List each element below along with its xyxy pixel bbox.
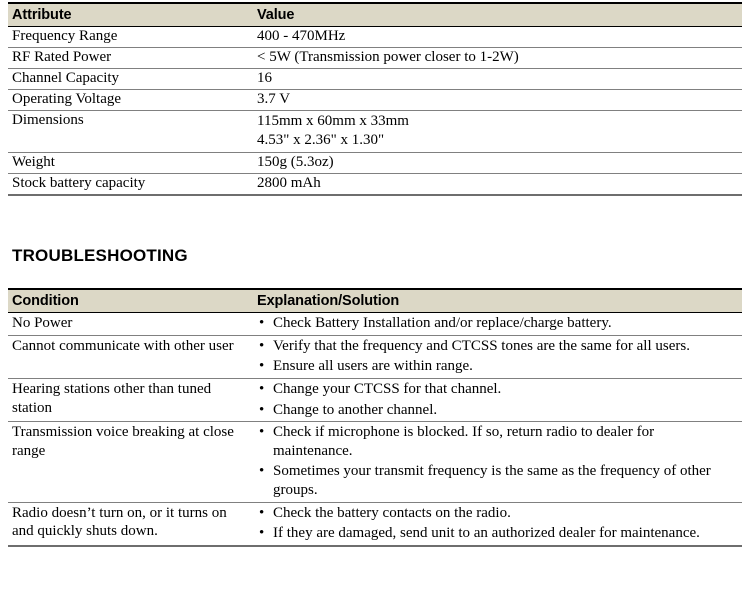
list-item-label: Sometimes your transmit frequency is the same as the frequency of other groups. [273, 463, 711, 498]
bullet-icon: • [259, 525, 265, 542]
list-item [257, 524, 736, 543]
spec-value-cell: < 5W (Transmission power closer to 1-2W) [253, 48, 742, 69]
dimensions-imperial: 4.53" x 2.36" x 1.30" [257, 132, 385, 149]
table-row [8, 48, 742, 69]
spec-value-cell: 400 - 470MHz [253, 27, 742, 48]
table-row [8, 111, 742, 153]
solution-list [257, 504, 736, 543]
condition-cell: Hearing stations other than tuned station [8, 379, 253, 422]
bullet-icon: • [259, 315, 265, 332]
troubleshooting-table-header [8, 289, 742, 313]
list-item-label: Check Battery Installation and/or replace/charge battery. [273, 315, 612, 332]
troubleshooting-table [8, 288, 742, 547]
solution-list [257, 337, 736, 376]
table-row [8, 153, 742, 174]
list-item-label: Ensure all users are within range. [273, 358, 473, 375]
solution-cell [253, 335, 742, 378]
spec-attribute-cell: Frequency Range [8, 27, 253, 48]
table-header-row [8, 289, 742, 313]
bullet-icon: • [259, 504, 265, 521]
list-item-label: Check the battery contacts on the radio. [273, 504, 511, 521]
list-item [257, 462, 736, 499]
list-item [257, 314, 736, 333]
spec-value-cell: 150g (5.3oz) [253, 153, 742, 174]
spec-attribute-cell: Weight [8, 153, 253, 174]
solution-list [257, 380, 736, 419]
table-row [8, 422, 742, 502]
spec-attribute-cell: RF Rated Power [8, 48, 253, 69]
table-row [8, 69, 742, 90]
condition-cell: No Power [8, 313, 253, 336]
bullet-icon: • [259, 463, 265, 480]
table-row [8, 502, 742, 546]
table-row [8, 174, 742, 196]
column-header-condition: Condition [8, 289, 253, 313]
troubleshooting-table-body [8, 313, 742, 546]
list-item [257, 423, 736, 460]
spec-value-cell: 2800 mAh [253, 174, 742, 196]
spec-attribute-cell: Stock battery capacity [8, 174, 253, 196]
bullet-icon: • [259, 358, 265, 375]
column-header-value: Value [253, 3, 742, 27]
list-item [257, 380, 736, 399]
table-row [8, 379, 742, 422]
table-row [8, 313, 742, 336]
list-item [257, 337, 736, 356]
bullet-icon: • [259, 337, 265, 354]
solution-cell [253, 502, 742, 546]
specifications-table-header [8, 3, 742, 27]
list-item [257, 357, 736, 376]
list-item-label: Verify that the frequency and CTCSS tones are the same for all users. [273, 337, 690, 354]
solution-cell [253, 422, 742, 502]
list-item [257, 504, 736, 523]
condition-cell: Cannot communicate with other user [8, 335, 253, 378]
condition-cell: Radio doesn’t turn on, or it turns on and quickly shuts down. [8, 502, 253, 546]
list-item-label: If they are damaged, send unit to an authorized dealer for maintenance. [273, 525, 700, 542]
solution-list [257, 423, 736, 499]
spec-value-cell: 3.7 V [253, 90, 742, 111]
troubleshooting-section-title: TROUBLESHOOTING [12, 246, 188, 265]
solution-list [257, 314, 736, 333]
column-header-explanation: Explanation/Solution [253, 289, 742, 313]
bullet-icon: • [259, 424, 265, 441]
table-row [8, 335, 742, 378]
solution-cell [253, 379, 742, 422]
specifications-table-body [8, 27, 742, 195]
bullet-icon: • [259, 381, 265, 398]
column-header-attribute: Attribute [8, 3, 253, 27]
spec-value-cell [253, 111, 742, 153]
spec-attribute-cell: Channel Capacity [8, 69, 253, 90]
table-row [8, 90, 742, 111]
troubleshooting-table-container [0, 288, 742, 547]
specifications-table-container [0, 2, 742, 196]
list-item-label: Change to another channel. [273, 401, 438, 418]
bullet-icon: • [259, 401, 265, 418]
table-header-row [8, 3, 742, 27]
list-item [257, 401, 736, 420]
dimensions-metric: 115mm x 60mm x 33mm [257, 113, 409, 130]
spec-value-cell: 16 [253, 69, 742, 90]
table-row [8, 27, 742, 48]
specifications-table [8, 2, 742, 196]
list-item-label: Check if microphone is blocked. If so, return radio to dealer for maintenance. [273, 424, 655, 459]
solution-cell [253, 313, 742, 336]
condition-cell: Transmission voice breaking at close range [8, 422, 253, 502]
spec-attribute-cell: Operating Voltage [8, 90, 253, 111]
list-item-label: Change your CTCSS for that channel. [273, 381, 502, 398]
spec-attribute-cell: Dimensions [8, 111, 253, 153]
